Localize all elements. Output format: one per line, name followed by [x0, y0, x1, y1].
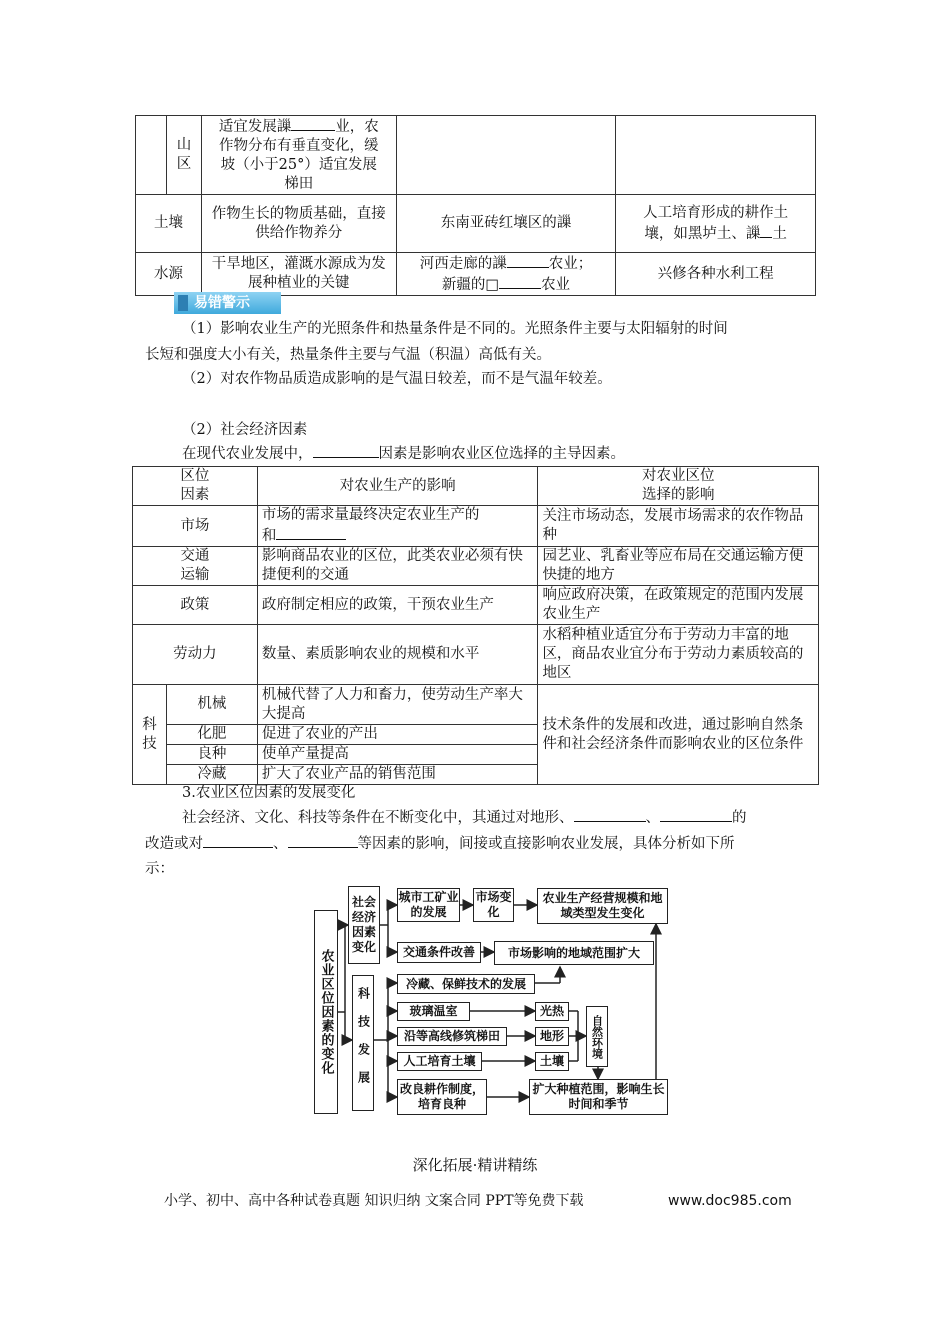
warning-p1a: （1）影响农业生产的光照条件和热量条件是不同的。光照条件主要与太阳辐射的时间	[182, 321, 728, 337]
soil-measure: 人工培育形成的耕作土壤，如黑垆土、䜈 土	[616, 195, 816, 253]
warning-tag: 易错警示	[174, 292, 281, 314]
diagram-cold-storage: 冷藏、保鲜技术的发展	[397, 974, 535, 994]
soil-effect: 作物生长的物质基础，直接供给作物养分	[201, 195, 396, 253]
diagram-root: 农业区位因素的变化	[314, 910, 338, 1114]
market-label: 市场	[133, 506, 258, 547]
section3-line2: 改造或对 、 等因素的影响，间接或直接影响农业发展，具体分析如下所	[145, 833, 735, 854]
diagram-terrace: 沿等高线修筑梯田	[397, 1027, 507, 1046]
footer-url[interactable]: www.doc985.com	[668, 1193, 792, 1209]
mountain-effect: 适宜发展䜈 业，农作物分布有垂直变化，缓坡（小于25°）适宜发展梯田	[201, 116, 396, 195]
diagram-soil: 土壤	[535, 1052, 569, 1071]
water-effect: 干旱地区，灌溉水源成为发展种植业的关键	[201, 253, 396, 296]
section2-heading: （2）社会经济因素	[182, 422, 308, 438]
policy-effect: 政府制定相应的政策，干预农业生产	[257, 586, 538, 625]
diagram-market-change: 市场变化	[473, 888, 514, 922]
warning-p1b: 长短和强度大小有关，热量条件主要与气温（积温）高低有关。	[145, 347, 551, 363]
market-choice: 关注市场动态，发展市场需求的农作物品种	[538, 506, 819, 547]
footer-title: 深化拓展·精讲精练	[412, 1156, 538, 1174]
section3-line3: 示：	[145, 861, 174, 877]
section3-line1: 社会经济、文化、科技等条件在不断变化中，其通过对地形、 、 的	[182, 807, 747, 828]
tech-item-label: 冷藏	[166, 765, 257, 785]
water-measure: 兴修各种水利工程	[616, 253, 816, 296]
policy-choice: 响应政府决策，在政策规定的范围内发展农业生产	[538, 586, 819, 625]
diagram-urban: 城市工矿业的发展	[397, 888, 460, 922]
tech-label: 科技	[133, 685, 167, 785]
header-factor: 区位 因素	[133, 467, 258, 506]
market-effect: 市场的需求量最终决定农业生产的 和	[257, 506, 538, 547]
transport-choice: 园艺业、乳畜业等应布局在交通运输方便快捷的地方	[538, 547, 819, 586]
header-effect: 对农业生产的影响	[257, 467, 538, 506]
diagram-expand: 扩大种植范围，影响生长时间和季节	[529, 1079, 668, 1115]
diagram-terrain: 地形	[535, 1027, 569, 1046]
warning-p2: （2）对农作物品质造成影响的是气温日较差，而不是气温年较差。	[182, 371, 612, 387]
diagram-tech: 科技发展	[352, 975, 374, 1111]
diagram-scale-change: 农业生产经营规模和地域类型发生变化	[537, 888, 668, 924]
transport-effect: 影响商品农业的区位，此类农业必须有快捷便利的交通	[257, 547, 538, 586]
diagram-transport: 交通条件改善	[397, 942, 481, 963]
labor-label: 劳动力	[133, 625, 258, 685]
soil-example: 东南亚砖红壤区的䜈	[396, 195, 616, 253]
soil-label: 土壤	[136, 195, 202, 253]
tech-item-effect: 促进了农业的产出	[257, 725, 538, 745]
policy-label: 政策	[133, 586, 258, 625]
tech-item-effect: 机械代替了人力和畜力，使劳动生产率大大提高	[257, 685, 538, 725]
diagram-greenhouse: 玻璃温室	[397, 1002, 470, 1021]
diagram-social: 社会经济因素变化	[348, 886, 380, 964]
diagram-natural-env: 自然环境	[586, 1006, 608, 1067]
diagram-light-heat: 光热	[535, 1002, 569, 1021]
diagram-artificial-soil: 人工培育土壤	[397, 1052, 482, 1071]
tech-item-effect: 使单产量提高	[257, 745, 538, 765]
diagram-market-range: 市场影响的地域范围扩大	[494, 941, 654, 965]
transport-label: 交通 运输	[133, 547, 258, 586]
labor-effect: 数量、素质影响农业的规模和水平	[257, 625, 538, 685]
section2-intro: 在现代农业发展中， 因素是影响农业区位选择的主导因素。	[182, 443, 625, 464]
tech-item-effect: 扩大了农业产品的销售范围	[257, 765, 538, 785]
tech-item-label: 机械	[166, 685, 257, 725]
water-label: 水源	[136, 253, 202, 296]
section3-heading: 3.农业区位因素的发展变化	[182, 785, 356, 801]
water-example: 河西走廊的䜈 农业； 新疆的□ 农业	[396, 253, 616, 296]
footer-ad: 小学、初中、高中各种试卷真题 知识归纳 文案合同 PPT等免费下载	[164, 1193, 584, 1209]
labor-choice: 水稻种植业适宜分布于劳动力丰富的地区，商品农业宜分布于劳动力素质较高的地区	[538, 625, 819, 685]
tech-item-label: 良种	[166, 745, 257, 765]
mountain-label: 山区	[166, 116, 201, 195]
header-choice: 对农业区位 选择的影响	[538, 467, 819, 506]
tech-choice: 技术条件的发展和改进，通过影响自然条件和社会经济条件而影响农业的区位条件	[538, 685, 819, 785]
tech-item-label: 化肥	[166, 725, 257, 745]
diagram-improve-system: 改良耕作制度，培育良种	[397, 1079, 487, 1115]
